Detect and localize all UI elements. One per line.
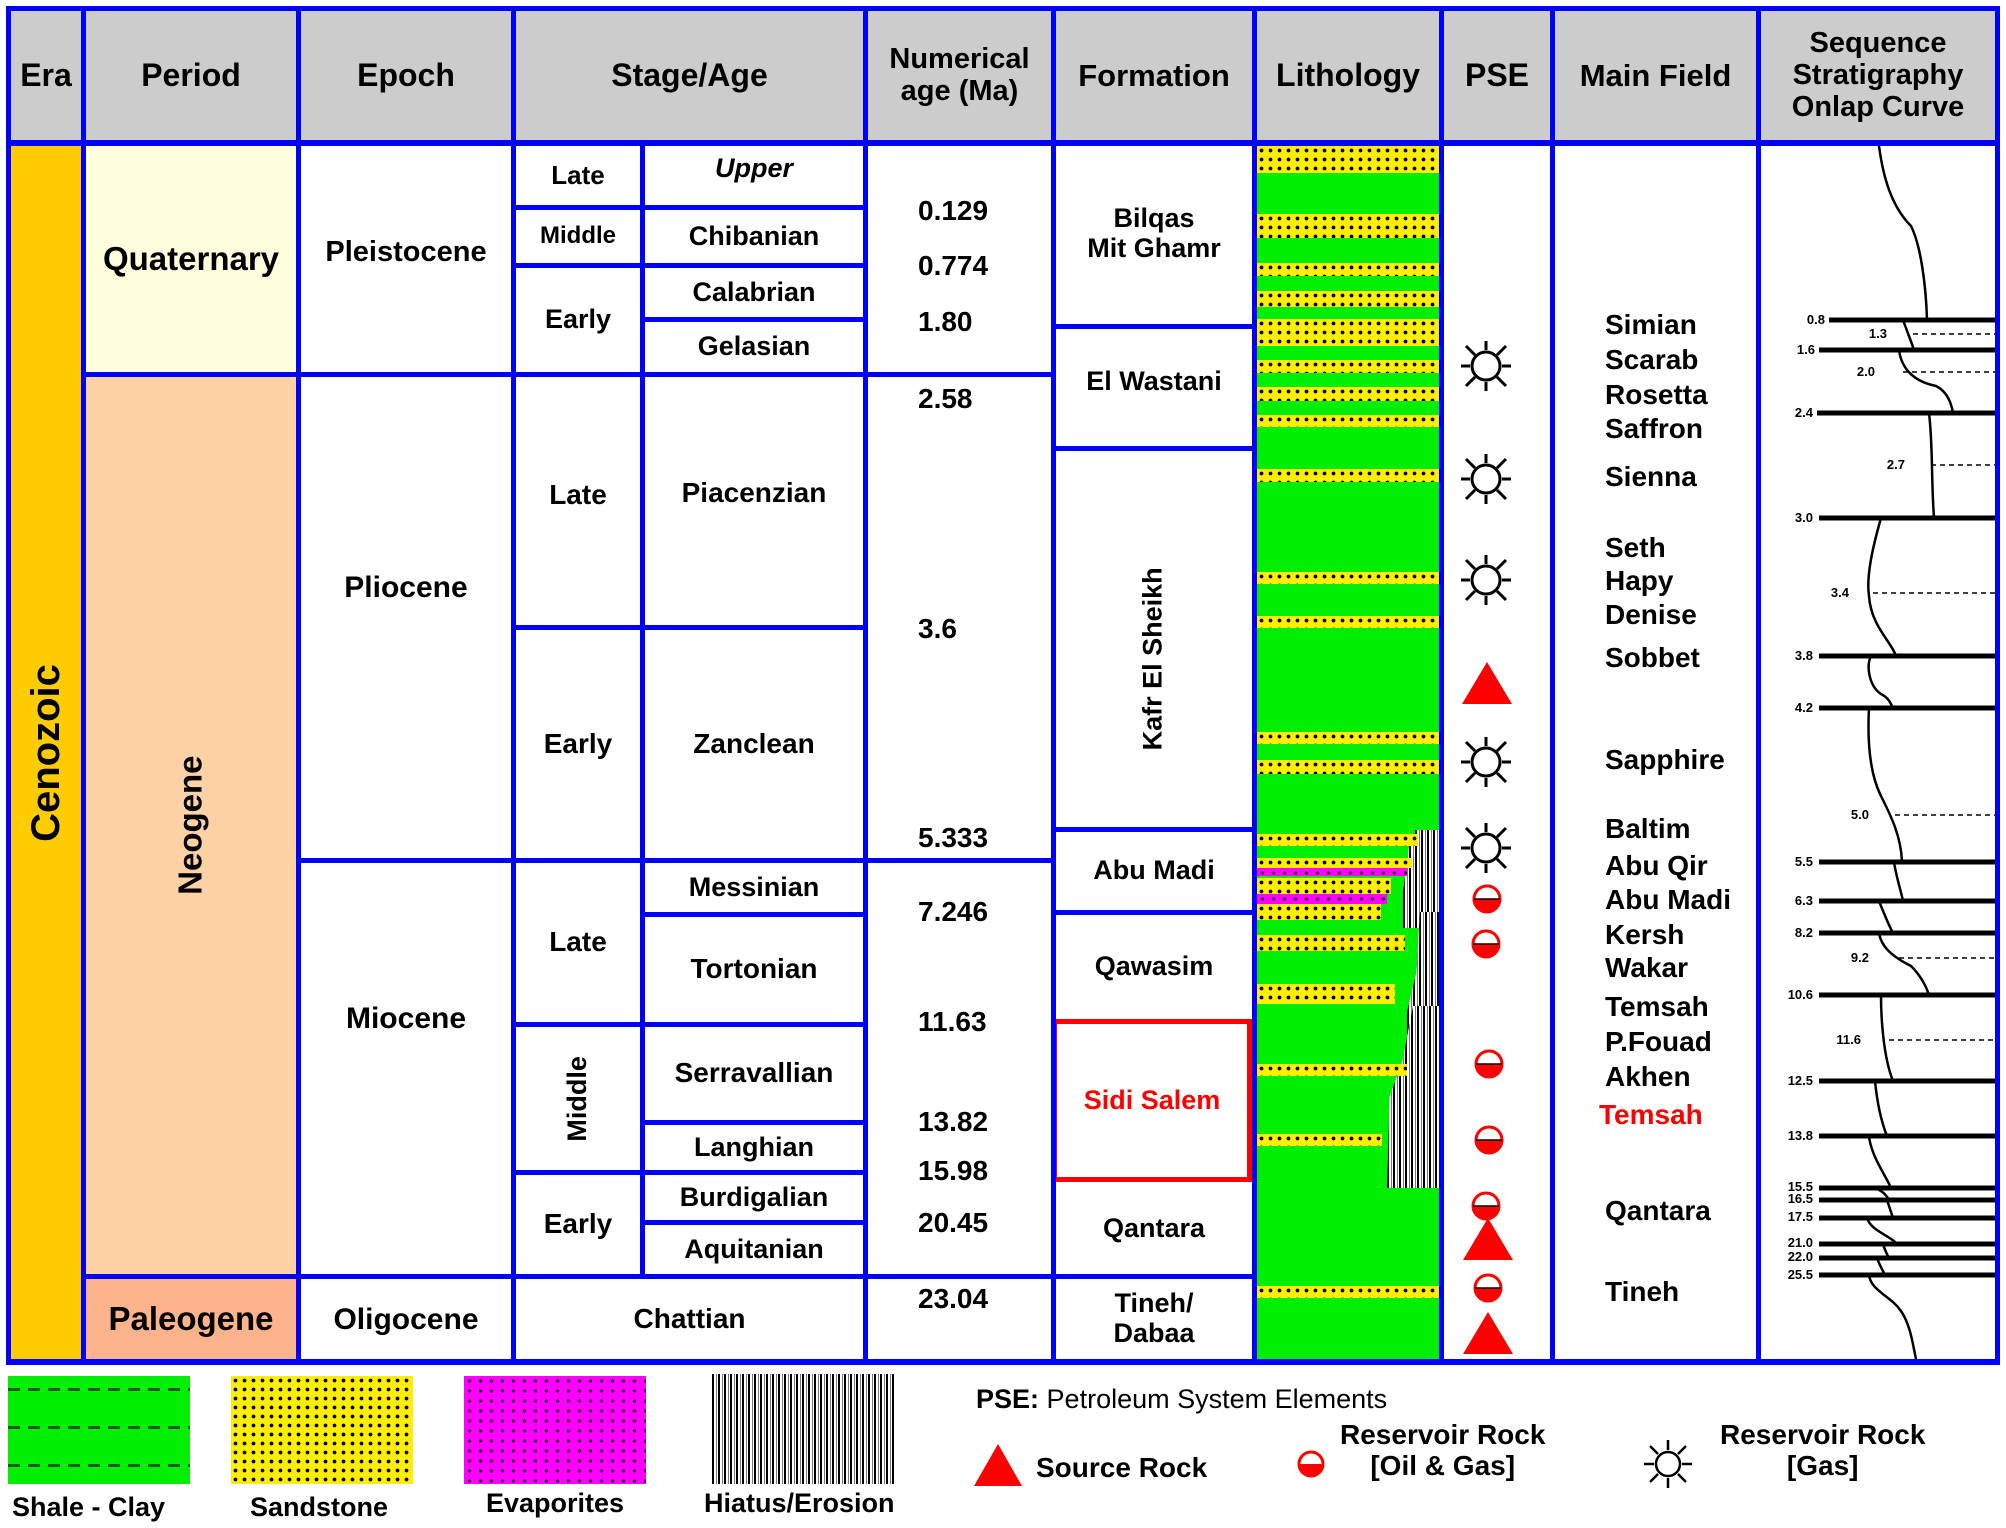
stage-label: Messinian	[688, 871, 820, 902]
subepoch-pliocene-late	[516, 377, 640, 625]
legend-reservoir-oil-gas-line1: Reservoir Rock	[1340, 1419, 1546, 1450]
mfs-label: 11.6	[1836, 1032, 1861, 1047]
subepoch-label: Early	[544, 304, 612, 335]
legend-reservoir-gas-icon	[1642, 1438, 1694, 1490]
field-rosetta: Rosetta	[1605, 379, 1708, 410]
formation-abu-madi	[1056, 832, 1252, 910]
stage-label: Gelasian	[697, 331, 811, 362]
legend-sandstone-label: Sandstone	[250, 1492, 389, 1522]
grid-line	[296, 6, 301, 1364]
boundary-label: 6.3	[1794, 893, 1813, 908]
sandstone-band	[1257, 760, 1439, 774]
stage-chibanian	[645, 210, 863, 263]
age-1598: 15.98	[918, 1155, 989, 1186]
sandstone-band	[1257, 904, 1381, 920]
boundary-label: 17.5	[1787, 1209, 1813, 1224]
sandstone-band	[1257, 572, 1439, 584]
reservoir-gas-icon	[1461, 555, 1511, 605]
subepoch-label: Early	[543, 1208, 613, 1240]
epoch-oligocene	[301, 1279, 511, 1359]
subepoch-miocene-middle	[516, 1027, 640, 1170]
stage-label: Aquitanian	[684, 1233, 824, 1264]
formation-label: Dabaa	[1113, 1318, 1195, 1348]
stage-label: Serravallian	[674, 1057, 834, 1089]
formation-qantara	[1056, 1183, 1252, 1274]
subepoch-label: Late	[551, 160, 605, 191]
field-sienna: Sienna	[1605, 461, 1697, 492]
period-paleogene	[86, 1279, 296, 1359]
field-sapphire: Sapphire	[1605, 744, 1725, 775]
subepoch-pleistocene-late	[516, 146, 640, 205]
age-0129: 0.129	[918, 195, 989, 226]
legend-evaporites-label: Evaporites	[486, 1488, 625, 1518]
grid-line	[1756, 6, 1761, 1364]
stage-label: Burdigalian	[679, 1181, 829, 1212]
formation-label: Mit Ghamr	[1087, 232, 1221, 263]
boundary-label: 2.4	[1794, 405, 1813, 420]
reservoir-oil-gas-icon	[1473, 931, 1499, 957]
header-formation	[1056, 11, 1252, 141]
period-label: Paleogene	[108, 1299, 274, 1337]
reservoir-oil-gas-icon	[1476, 1051, 1502, 1077]
header-sequence-label: Sequence Stratigraphy Onlap Curve	[1791, 27, 1965, 123]
legend-reservoir-gas-label	[1720, 1420, 1925, 1482]
sequence-boundaries	[1817, 320, 1995, 1275]
sandstone-band	[1257, 387, 1439, 401]
stage-label: Chibanian	[688, 220, 820, 251]
grid-line	[511, 1022, 868, 1027]
period-label: Neogene	[171, 755, 209, 896]
subepoch-miocene-late	[516, 863, 640, 1022]
period-quaternary	[86, 146, 296, 372]
field-qantara: Qantara	[1605, 1195, 1711, 1226]
legend-pse-title-text: Petroleum System Elements	[1046, 1384, 1388, 1414]
boundary-label: 8.2	[1794, 925, 1813, 940]
legend-hiatus-swatch	[712, 1374, 894, 1484]
subepoch-label: Middle	[562, 1055, 593, 1142]
sandstone-band	[1257, 146, 1439, 173]
stage-calabrian	[645, 268, 863, 317]
age-258: 2.58	[918, 383, 973, 414]
grid-line	[6, 1359, 2000, 1365]
boundary-label: 3.0	[1794, 510, 1813, 525]
subepoch-pleistocene-middle	[516, 210, 640, 263]
epoch-miocene	[301, 863, 511, 1274]
age-36: 3.6	[918, 613, 957, 644]
formation-label: El Wastani	[1086, 366, 1222, 396]
formation-label: Kafr El Sheikh	[1138, 567, 1169, 751]
legend-reservoir-gas-line1: Reservoir Rock	[1720, 1419, 1926, 1450]
subepoch-miocene-early	[516, 1175, 640, 1274]
field-scarab: Scarab	[1605, 344, 1699, 375]
grid-line	[1051, 446, 1257, 451]
hiatus-erosion-band	[1415, 830, 1439, 838]
source-rock-icon	[1463, 1218, 1513, 1260]
formation-el-wastani	[1056, 329, 1252, 446]
period-label: Quaternary	[102, 239, 280, 277]
subepoch-label: Middle	[540, 222, 616, 250]
reservoir-oil-gas-icon	[1476, 1127, 1502, 1153]
boundary-label: 1.6	[1796, 342, 1815, 357]
boundary-label: 3.8	[1794, 648, 1813, 663]
onlap-curve	[1761, 146, 1995, 1359]
subepoch-label: Late	[549, 478, 607, 510]
sequence-curve-column	[1761, 146, 1995, 1359]
formation-label: Qantara	[1102, 1212, 1206, 1243]
stage-burdigalian	[645, 1175, 863, 1220]
sandstone-band	[1257, 469, 1439, 482]
evaporite-band	[1257, 868, 1407, 876]
sandstone-band	[1257, 360, 1439, 373]
grid-line	[81, 372, 1056, 377]
grid-line	[640, 1220, 868, 1225]
legend-reservoir-oil-gas-label	[1340, 1420, 1545, 1482]
pse-symbols	[1444, 146, 1550, 1359]
sandstone-band	[1257, 263, 1439, 276]
stage-langhian	[645, 1125, 863, 1170]
formation-kafr-el-sheikh	[1056, 451, 1252, 827]
main-field-column	[1555, 146, 1756, 1359]
boundary-label: 10.6	[1787, 987, 1813, 1002]
header-era	[11, 11, 81, 141]
header-main-field	[1555, 11, 1756, 141]
grid-line	[640, 1120, 868, 1125]
sandstone-band	[1257, 878, 1391, 894]
header-sequence	[1761, 11, 1995, 141]
legend-sandstone-swatch	[231, 1376, 413, 1484]
field-tineh: Tineh	[1605, 1276, 1680, 1307]
epoch-label: Oligocene	[333, 1302, 479, 1336]
legend-shale-label: Shale - Clay	[12, 1492, 166, 1522]
age-0774: 0.774	[918, 250, 989, 281]
grid-line	[640, 141, 645, 1279]
stage-label: Zanclean	[693, 727, 815, 759]
grid-line	[296, 858, 1056, 863]
legend-reservoir-gas-line2: [Gas]	[1786, 1449, 1859, 1481]
stage-upper	[645, 146, 863, 205]
boundary-label: 21.0	[1787, 1235, 1813, 1250]
formation-label: Qawasim	[1094, 950, 1214, 981]
grid-line	[1051, 827, 1257, 832]
boundary-label: 12.5	[1787, 1073, 1813, 1088]
mfs-label: 9.2	[1850, 950, 1869, 965]
stage-label: Langhian	[694, 1131, 814, 1162]
sandstone-band	[1257, 984, 1395, 1004]
field-abu-madi: Abu Madi	[1605, 884, 1731, 915]
sandstone-band	[1257, 935, 1405, 951]
legend-source-rock-icon	[972, 1440, 1024, 1488]
source-rock-icon	[1463, 1312, 1513, 1354]
sandstone-band	[1257, 616, 1439, 628]
sandstone-band	[1257, 834, 1418, 846]
legend-reservoir-oil-gas-line2: [Oil & Gas]	[1370, 1449, 1516, 1481]
grid-line	[81, 1274, 1056, 1279]
stage-piacenzian	[645, 377, 863, 625]
stage-label: Piacenzian	[681, 476, 827, 508]
mfs-label: 3.4	[1830, 585, 1849, 600]
header-main-field-label: Main Field	[1579, 57, 1732, 93]
reservoir-oil-gas-icon	[1475, 1275, 1501, 1301]
sandstone-band	[1257, 732, 1439, 744]
field-temsah-highlight: Temsah	[1599, 1099, 1703, 1130]
boundary-label: 4.2	[1794, 700, 1813, 715]
epoch-label: Pleistocene	[325, 236, 487, 269]
field-simian: Simian	[1605, 309, 1697, 340]
legend-hiatus-label: Hiatus/Erosion	[704, 1488, 895, 1518]
stage-serravallian	[645, 1027, 863, 1120]
boundary-label: 16.5	[1787, 1191, 1813, 1206]
field-kersh: Kersh	[1605, 919, 1685, 950]
header-era-label: Era	[20, 57, 72, 94]
stage-label: Tortonian	[690, 953, 818, 985]
reservoir-gas-icon	[1461, 823, 1511, 873]
age-1163: 11.63	[918, 1006, 987, 1037]
stage-zanclean	[645, 630, 863, 858]
grid-line	[1051, 1274, 1257, 1279]
field-sobbet: Sobbet	[1605, 642, 1700, 673]
stage-gelasian	[645, 322, 863, 372]
field-denise: Denise	[1605, 599, 1697, 630]
subepoch-label: Late	[549, 926, 607, 958]
source-rock-icon	[1462, 662, 1512, 704]
formation-label: Abu Madi	[1093, 855, 1215, 886]
age-2045: 20.45	[918, 1207, 989, 1238]
era-cell	[11, 146, 81, 1359]
header-epoch-label: Epoch	[357, 57, 455, 94]
reservoir-gas-icon	[1461, 341, 1511, 391]
age-1382: 13.82	[918, 1106, 989, 1137]
evaporite-band	[1257, 894, 1387, 904]
formation-label: Bilqas	[1113, 203, 1195, 233]
grid-line	[511, 625, 868, 630]
subepoch-pliocene-early	[516, 630, 640, 858]
formation-bilqas	[1056, 146, 1252, 324]
sandstone-band	[1257, 319, 1439, 346]
period-neogene	[86, 377, 296, 1274]
grid-line	[1439, 6, 1444, 1364]
field-abu-qir: Abu Qir	[1605, 850, 1708, 881]
field-akhen: Akhen	[1605, 1061, 1691, 1092]
grid-line	[640, 317, 868, 322]
stage-label: Calabrian	[692, 276, 816, 307]
pse-column	[1444, 146, 1550, 1359]
reservoir-oil-gas-icon	[1473, 1193, 1499, 1219]
age-7246: 7.246	[918, 896, 989, 927]
epoch-label: Pliocene	[344, 571, 468, 604]
stage-chattian	[516, 1279, 863, 1359]
field-saffron: Saffron	[1605, 413, 1703, 444]
reservoir-oil-gas-icon	[1474, 886, 1500, 912]
stage-label: Upper	[714, 153, 793, 183]
legend	[0, 1370, 2006, 1528]
header-lithology	[1257, 11, 1439, 141]
grid-line	[1051, 324, 1257, 329]
header-stage	[516, 11, 863, 141]
sandstone-band	[1257, 214, 1439, 238]
epoch-label: Miocene	[345, 1002, 467, 1035]
formation-tineh-dabaa	[1056, 1279, 1252, 1359]
stage-label: Chattian	[633, 1302, 746, 1334]
sandstone-band	[1257, 858, 1412, 868]
formation-label: Sidi Salem	[1083, 1084, 1221, 1115]
formation-sidi-salem	[1052, 1019, 1252, 1182]
field-wakar: Wakar	[1605, 952, 1689, 983]
boundary-label: 22.0	[1787, 1249, 1813, 1264]
era-label: Cenozoic	[24, 663, 69, 842]
header-pse-label: PSE	[1464, 57, 1530, 94]
mfs-label: 1.3	[1868, 326, 1887, 341]
sandstone-band	[1257, 1286, 1439, 1298]
header-formation-label: Formation	[1078, 57, 1230, 93]
mfs-label: 2.0	[1856, 364, 1875, 379]
field-temsah: Temsah	[1605, 991, 1709, 1022]
header-numerical-age-label: Numerical age (Ma)	[889, 43, 1030, 107]
grid-line	[511, 263, 868, 268]
header-numerical-age	[868, 11, 1051, 141]
legend-reservoir-oil-gas-icon	[1296, 1448, 1326, 1480]
legend-pse-title	[976, 1384, 1387, 1415]
age-5333: 5.333	[918, 822, 989, 853]
legend-pse-title-bold: PSE:	[976, 1384, 1040, 1414]
sandstone-band	[1257, 1064, 1407, 1076]
hiatus-erosion-band	[1387, 1006, 1439, 1188]
header-epoch	[301, 11, 511, 141]
grid-line	[1252, 6, 1257, 1364]
lithology-column	[1257, 146, 1439, 1359]
grid-line	[81, 6, 86, 1364]
epoch-pleistocene	[301, 146, 511, 372]
boundary-label: 15.5	[1787, 1179, 1813, 1194]
grid-line	[1051, 6, 1056, 1364]
field-seth: Seth	[1605, 532, 1666, 563]
header-pse	[1444, 11, 1550, 141]
grid-line	[1051, 910, 1257, 915]
grid-line	[511, 1170, 868, 1175]
grid-line	[6, 140, 2000, 146]
header-stage-label: Stage/Age	[611, 57, 768, 94]
sandstone-band	[1257, 415, 1439, 427]
epoch-pliocene	[301, 377, 511, 858]
sandstone-band	[1257, 291, 1439, 307]
formation-label: Tineh/	[1114, 1288, 1194, 1319]
boundary-label: 0.8	[1806, 312, 1825, 327]
header-period-label: Period	[141, 57, 241, 94]
stage-aquitanian	[645, 1225, 863, 1274]
grid-line	[640, 912, 868, 917]
boundary-label: 5.5	[1794, 854, 1813, 869]
subepoch-label: Early	[543, 727, 613, 759]
field-hapy: Hapy	[1605, 565, 1674, 596]
age-2304: 23.04	[918, 1283, 989, 1314]
reservoir-gas-icon	[1461, 454, 1511, 504]
legend-evaporites-swatch	[464, 1376, 646, 1484]
formation-qawasim	[1056, 915, 1252, 1018]
header-lithology-label: Lithology	[1276, 57, 1420, 94]
grid-line	[511, 205, 868, 210]
sandstone-band	[1257, 1134, 1382, 1146]
mfs-label: 5.0	[1850, 807, 1869, 822]
age-180: 1.80	[918, 306, 973, 337]
subepoch-pleistocene-early	[516, 268, 640, 372]
header-period	[86, 11, 296, 141]
boundary-label: 13.8	[1787, 1128, 1813, 1143]
stage-messinian	[645, 863, 863, 912]
stage-tortonian	[645, 917, 863, 1022]
grid-line	[1550, 6, 1555, 1364]
mfs-label: 2.7	[1886, 457, 1905, 472]
reservoir-gas-icon	[1461, 737, 1511, 787]
legend-source-rock-label: Source Rock	[1036, 1452, 1208, 1483]
boundary-label: 25.5	[1787, 1267, 1813, 1282]
field-baltim: Baltim	[1605, 813, 1691, 844]
field-pfouad: P.Fouad	[1605, 1026, 1712, 1057]
legend-shale-swatch	[8, 1376, 190, 1484]
